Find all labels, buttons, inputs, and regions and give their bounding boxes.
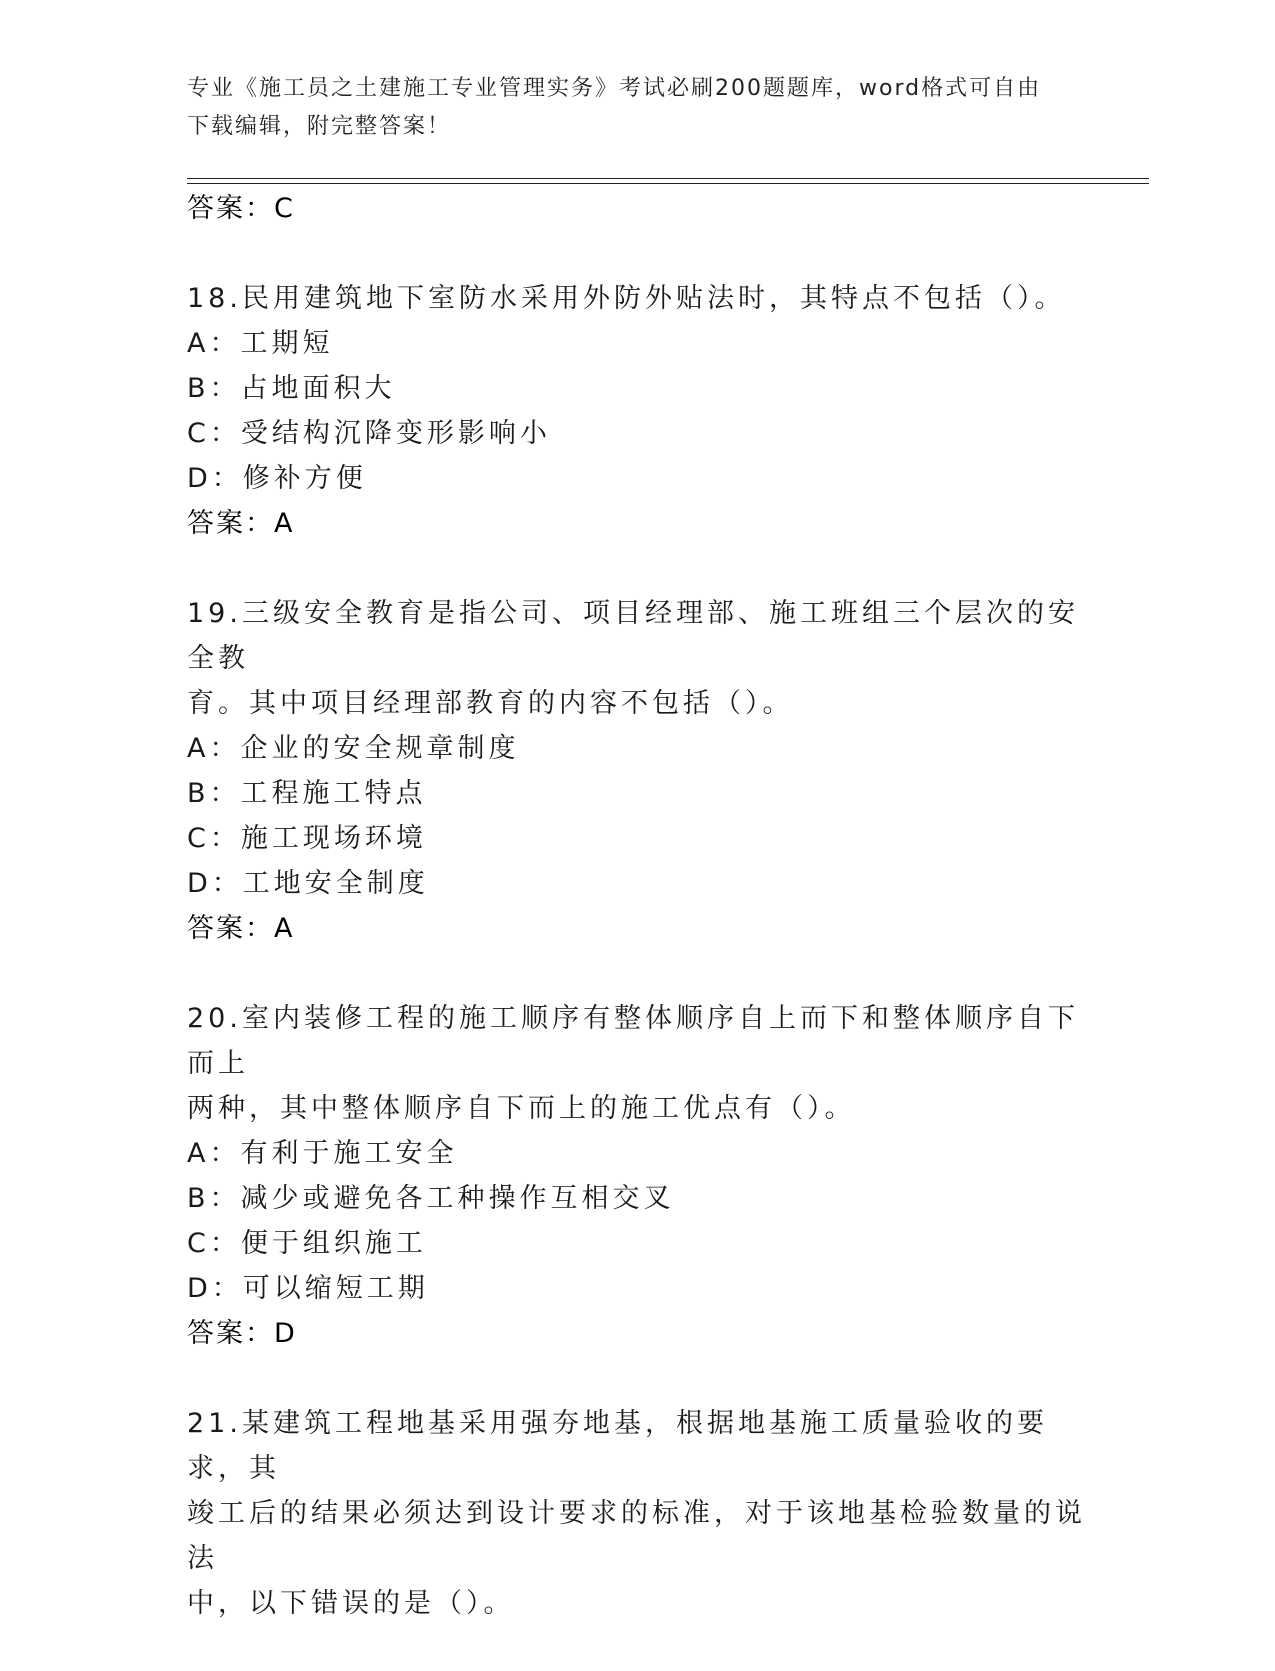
answer: 答案：D xyxy=(187,1318,297,1349)
question-20 xyxy=(187,996,1087,1356)
option-b: B：占地面积大 xyxy=(187,373,396,404)
question-text-line: 19.三级安全教育是指公司、项目经理部、施工班组三个层次的安全教 xyxy=(187,598,1079,674)
previous-answer: 答案：C xyxy=(187,193,295,224)
document-header xyxy=(187,70,1087,146)
question-19 xyxy=(187,591,1087,951)
question-text-line: 20.室内装修工程的施工顺序有整体顺序自上而下和整体顺序自下而上 xyxy=(187,1003,1079,1079)
option-a: A：工期短 xyxy=(187,328,334,359)
question-text-line: 中，以下错误的是（）。 xyxy=(187,1588,515,1619)
option-c: C：受结构沉降变形影响小 xyxy=(187,418,551,449)
option-a: A：有利于施工安全 xyxy=(187,1138,458,1169)
option-c: C：施工现场环境 xyxy=(187,823,427,854)
document-body xyxy=(187,186,1087,1671)
question-18 xyxy=(187,276,1087,546)
option-a: A：企业的安全规章制度 xyxy=(187,733,520,764)
question-text-line: 18.民用建筑地下室防水采用外防外贴法时，其特点不包括（）。 xyxy=(187,283,1066,314)
option-d: D：修补方便 xyxy=(187,463,367,494)
option-d: D：可以缩短工期 xyxy=(187,1273,429,1304)
header-line-1: 专业《施工员之土建施工专业管理实务》考试必刷200题题库，word格式可自由 xyxy=(187,76,1042,101)
question-text-line: 育。其中项目经理部教育的内容不包括（）。 xyxy=(187,688,794,719)
answer: 答案：A xyxy=(187,508,295,539)
option-d: D：工地安全制度 xyxy=(187,868,429,899)
question-text-line: 21.某建筑工程地基采用强夯地基，根据地基施工质量验收的要求，其 xyxy=(187,1408,1048,1484)
header-rule-top xyxy=(187,178,1149,179)
header-rule-bottom xyxy=(187,183,1149,184)
option-b: B：工程施工特点 xyxy=(187,778,427,809)
header-line-2: 下载编辑，附完整答案！ xyxy=(187,114,452,139)
question-text-line: 竣工后的结果必须达到设计要求的标准，对于该地基检验数量的说法 xyxy=(187,1498,1086,1574)
answer: 答案：A xyxy=(187,913,295,944)
option-b: B：减少或避免各工种操作互相交叉 xyxy=(187,1183,675,1214)
option-c: C：便于组织施工 xyxy=(187,1228,427,1259)
question-21 xyxy=(187,1401,1087,1626)
question-text-line: 两种，其中整体顺序自下而上的施工优点有（）。 xyxy=(187,1093,856,1124)
